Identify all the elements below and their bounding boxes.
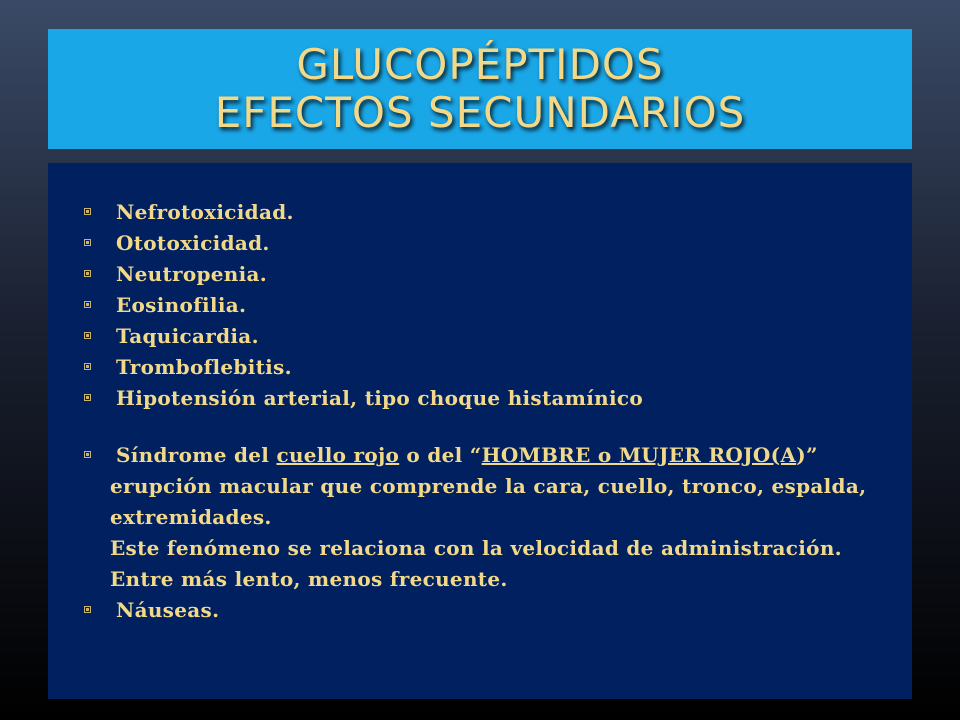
list-item: Eosinofilia. (74, 290, 904, 321)
side-effects-list (74, 197, 904, 626)
list-item: Ototoxicidad. (74, 228, 904, 259)
square-bullet-icon (84, 239, 91, 246)
square-bullet-icon (84, 270, 91, 277)
square-bullet-icon (84, 363, 91, 370)
list-item: Hipotensión arterial, tipo choque histamínico (74, 383, 904, 414)
list-item: Taquicardia. (74, 321, 904, 352)
square-bullet-icon (84, 394, 91, 401)
list-item: Neutropenia. (74, 259, 904, 290)
red-man-syndrome-item (74, 440, 904, 595)
square-bullet-icon (84, 301, 91, 308)
title-line-2: EFECTOS SECUNDARIOS (214, 88, 746, 137)
square-bullet-icon (84, 208, 91, 215)
list-item: Tromboflebitis. (74, 352, 904, 383)
syndrome-line-4: Este fenómeno se relaciona con la velocidad de administración. (110, 536, 842, 560)
content-panel (48, 163, 912, 699)
title-line-1: GLUCOPÉPTIDOS (296, 40, 664, 89)
underlined-term-hombre-rojo: HOMBRE o MUJER ROJO(A (481, 443, 797, 467)
syndrome-line-5: Entre más lento, menos frecuente. (110, 567, 508, 591)
list-spacer (74, 414, 904, 440)
slide-title (48, 29, 912, 149)
list-item: Nefrotoxicidad. (74, 197, 904, 228)
syndrome-line-2: erupción macular que comprende la cara, cuello, tronco, espalda, (110, 474, 867, 498)
syndrome-line-1: Síndrome del cuello rojo o del “HOMBRE o MUJER ROJO(A)” (116, 443, 818, 467)
syndrome-line-3: extremidades. (110, 505, 272, 529)
underlined-term-cuello-rojo: cuello rojo (276, 443, 400, 467)
list-item: Náuseas. (74, 595, 904, 626)
square-bullet-icon (84, 332, 91, 339)
square-bullet-icon (84, 451, 91, 458)
square-bullet-icon (84, 606, 91, 613)
